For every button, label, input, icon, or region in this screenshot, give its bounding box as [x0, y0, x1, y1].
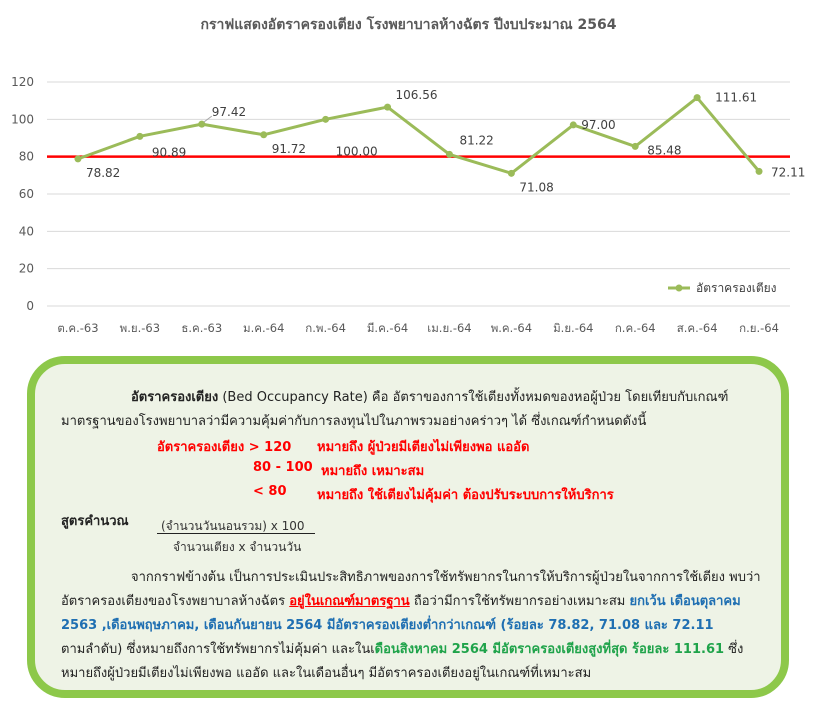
occupancy-line-chart [0, 0, 817, 350]
data-label: 111.61 [715, 90, 758, 105]
data-label: 71.08 [519, 180, 554, 195]
x-tick-label: มิ.ย.-64 [553, 321, 594, 335]
data-point [756, 168, 763, 175]
data-point [508, 170, 515, 177]
summary-exception: ยกเว้น เดือนตุลาคม [629, 594, 741, 609]
explanation-panel [27, 356, 789, 698]
x-tick-label: พ.ค.-64 [490, 321, 533, 335]
definition-text: (Bed Occupancy Rate) คือ อัตราของการใช้เตียงทั้งหมดของหอผู้ป่วย โดยเทียบกับเกณฑ์ [218, 390, 729, 405]
chart-title: กราฟแสดงอัตราครองเตียง โรงพยาบาลห้างฉัตร ปีงบประมาณ 2564 [200, 17, 617, 33]
summary-low-months: 2563 ,เดือนพฤษภาคม, เดือนกันยายน 2564 มีอัตราครองเตียงต่ำกว่าเกณฑ์ (ร้อยละ 78.82, 71.08 และ 72.11 [61, 618, 714, 633]
data-label: 90.89 [151, 145, 187, 160]
data-point [446, 151, 453, 158]
data-point [74, 155, 81, 162]
summary-line-4a: ตามลำดับ) ซึ่งหมายถึงการใช้ทรัพยากรไม่คุ้มค่า และในเ [61, 642, 375, 657]
y-tick-label: 20 [18, 261, 34, 276]
y-tick-label: 120 [11, 75, 34, 89]
summary-line-1: จากกราฟข้างต้น เป็นการประเมินประสิทธิภาพของการใช้ทรัพยากรในการให้บริการผู้ป่วยในจากการใช้เตียง พบว่า [131, 570, 761, 585]
formula-fraction-bar [157, 533, 315, 534]
data-label: 97.00 [581, 117, 616, 132]
legend-label: อัตราครองเตียง [696, 281, 777, 295]
summary-line-2a: อัตราครองเตียงของโรงพยาบาลห้างฉัตร [61, 594, 290, 609]
y-tick-label: 0 [26, 299, 34, 313]
data-point [384, 104, 391, 111]
data-label: 72.11 [771, 165, 806, 180]
x-tick-label: ส.ค.-64 [676, 321, 718, 335]
x-tick-label: ม.ค.-64 [243, 321, 285, 335]
criterion-low-range: < 80 [253, 484, 287, 499]
data-label: 100.00 [335, 144, 378, 159]
criterion-high-range: อัตราครองเตียง > 120 [157, 440, 292, 455]
x-tick-label: มี.ค.-64 [366, 321, 409, 335]
x-tick-label: ต.ค.-63 [57, 321, 99, 335]
definition-term: อัตราครองเตียง [131, 390, 219, 405]
formula-denominator: จำนวนเตียง x จำนวนวัน [173, 540, 302, 554]
y-tick-label: 40 [18, 224, 34, 239]
criterion-normal-meaning: หมายถึง เหมาะสม [321, 464, 425, 479]
data-label: 106.56 [395, 88, 438, 103]
summary-standard-phrase: อยู่ในเกณฑ์มาตรฐาน [289, 594, 410, 609]
data-label: 85.48 [647, 143, 682, 158]
summary-line-5: หมายถึงผู้ป่วยมีเตียงไม่เพียงพอ แออัด และในเดือนอื่นๆ มีอัตราครองเตียงอยู่ในเกณฑ์ที่เหมาะสม [61, 666, 592, 681]
data-point [260, 131, 267, 138]
formula-numerator: (จำนวนวันนอนรวม) x 100 [161, 519, 305, 533]
summary-line-4c: ซึ่ง [724, 642, 744, 657]
y-tick-label: 80 [18, 149, 34, 164]
data-label: 81.22 [459, 133, 494, 148]
data-point [136, 133, 143, 140]
definition-continued: มาตรฐานของโรงพยาบาลว่ามีความคุ้มค่ากับการลงทุนไปในภาพรวมอย่างคร่าวๆ ได้ ซึ่งเกณฑ์กำหนดดังนี้ [61, 414, 647, 429]
data-label: 91.72 [271, 141, 307, 156]
data-point [322, 116, 329, 123]
criterion-low-meaning: หมายถึง ใช้เตียงไม่คุ้มค่า ต้องปรับระบบการให้บริการ [317, 488, 614, 503]
summary-peak-month: ดือนสิงหาคม 2564 มีอัตราครองเตียงสูงที่สุด ร้อยละ 111.61 [374, 642, 725, 657]
criterion-normal-range: 80 - 100 [253, 460, 313, 475]
occupancy-series-line [78, 98, 759, 174]
criterion-high-meaning: หมายถึง ผู้ป่วยมีเตียงไม่เพียงพอ แออัด [317, 440, 530, 455]
x-tick-label: ธ.ค.-63 [181, 321, 223, 335]
legend-swatch-marker [676, 285, 683, 292]
data-label: 78.82 [85, 165, 121, 180]
y-tick-label: 100 [11, 112, 34, 127]
formula-label: สูตรคำนวณ [61, 514, 129, 529]
data-point [632, 143, 639, 150]
x-tick-label: ก.ค.-64 [614, 321, 656, 335]
y-tick-label: 60 [18, 187, 34, 201]
x-tick-label: พ.ย.-63 [119, 321, 161, 335]
summary-line-2c: ถือว่ามีการใช้ทรัพยากรอย่างเหมาะสม [409, 594, 630, 609]
x-tick-label: เม.ย.-64 [427, 321, 472, 335]
data-label: 97.42 [211, 105, 247, 120]
x-tick-label: ก.ย.-64 [739, 321, 779, 335]
data-point [694, 94, 701, 101]
x-tick-label: ก.พ.-64 [305, 321, 346, 335]
data-point [570, 121, 577, 128]
